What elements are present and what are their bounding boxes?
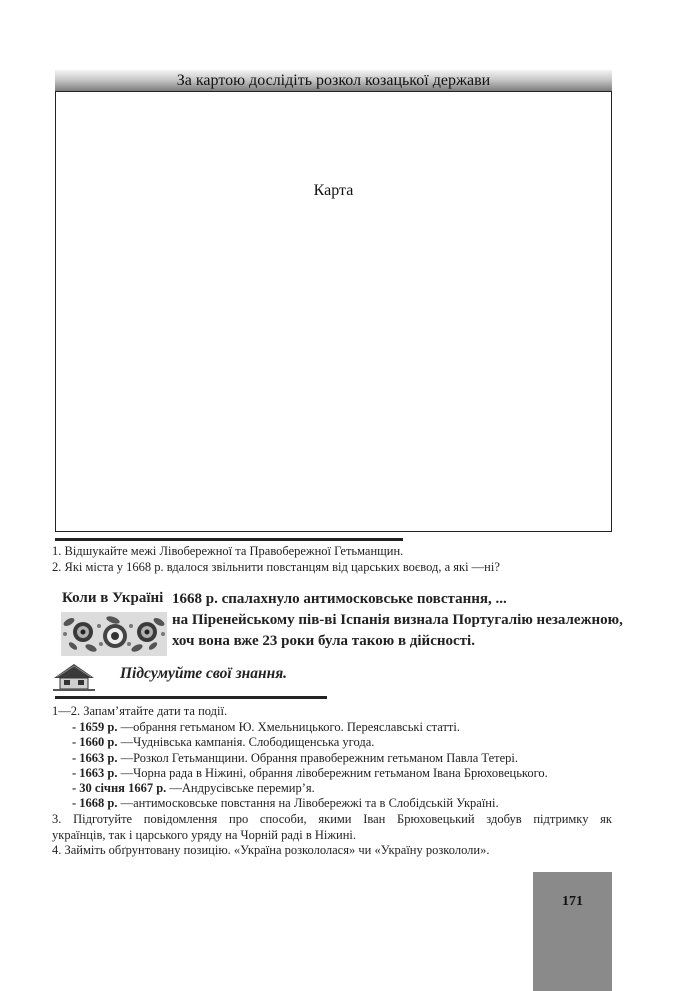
event-item [72, 751, 612, 766]
event-text: —Чуднівська кампанія. Слободищенська угода. [117, 735, 375, 750]
map-section-header: За картою дослідіть розкол козацької держави [55, 70, 612, 91]
page-number-box [533, 872, 612, 991]
task-4: 4. Займіть обґрунтовану позицію. «Україна розкололася» чи «Україну розкололи». [52, 843, 490, 857]
summary-title: Підсумуйте свої знання. [120, 665, 288, 682]
event-item [72, 781, 612, 796]
folk-flower-ornament-icon [61, 612, 167, 656]
task-3-line-2: українців, так і царського уряду на Чорній раді в Ніжині. [52, 827, 357, 842]
event-date: - 1663 р. [72, 765, 118, 780]
event-date: - 1659 р. [72, 720, 118, 734]
event-text: —Розкол Гетьманщини. Обрання правобережним гетьманом Павла Тетері. [117, 750, 518, 765]
event-text: —антимосковське повстання на Лівобережжі та в Слобідській Україні. [117, 796, 499, 811]
task-intro: 1—2. Запам’ятайте дати та події. [52, 704, 228, 718]
events-list [72, 720, 612, 812]
task-3-line-1: 3. Підготуйте повідомлення про способи, якими Іван Брюховецький здобув підтримку як [52, 812, 612, 826]
when-line-1: 1668 р. спалахнуло антимосковське повстання, ... [172, 591, 507, 607]
event-item [72, 796, 612, 811]
divider-rule [55, 538, 403, 541]
page-number: 171 [562, 894, 583, 909]
question-2: 2. Які міста у 1668 р. вдалося звільнити повстанцям від царських воєвод, а які —ні? [52, 560, 500, 574]
map-label: Карта [313, 182, 354, 199]
event-date: - 30 січня 1667 р. [72, 781, 167, 796]
event-date: - 1663 р. [72, 750, 118, 765]
when-in-ukraine-title: Коли в Україні [62, 590, 164, 606]
event-item [72, 766, 612, 781]
event-date: - 1668 р. [72, 796, 118, 811]
map-questions [52, 543, 612, 575]
event-date: - 1660 р. [72, 735, 118, 750]
event-text: —Чорна рада в Ніжині, обрання лівобережним гетьманом Івана Брюховецького. [117, 765, 548, 780]
when-in-ukraine-text [172, 589, 623, 652]
event-item [72, 720, 612, 735]
event-text: —обрання гетьманом Ю. Хмельницького. Переяславські статті. [117, 720, 460, 734]
when-line-3: хоч вона вже 23 роки була такою в дійсності. [172, 633, 475, 649]
event-item [72, 735, 612, 750]
map-placeholder [55, 91, 612, 532]
divider-rule [55, 696, 327, 699]
hut-icon [53, 662, 95, 692]
event-text: —Андрусівське перемир’я. [166, 781, 315, 796]
tasks-list [52, 812, 612, 859]
question-1: 1. Відшукайте межі Лівобережної та Правобережної Гетьманщин. [52, 544, 404, 558]
when-line-2: на Піренейському пів-ві Іспанія визнала Португалію незалежною, [172, 612, 623, 628]
